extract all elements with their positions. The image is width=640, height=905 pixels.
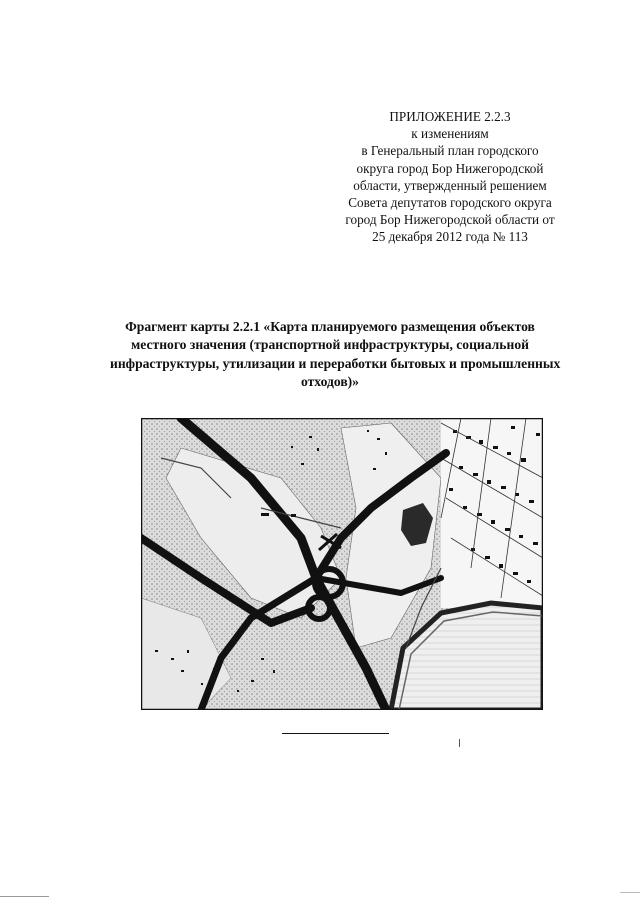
appendix-line: 25 декабря 2012 года № 113 xyxy=(372,229,528,245)
appendix-line: области, утвержденный решением xyxy=(353,177,547,193)
appendix-line: город Бор Нижегородской области от xyxy=(345,212,555,228)
map-fragment xyxy=(141,418,543,710)
appendix-line: Совета депутатов городского округа xyxy=(348,195,552,211)
appendix-header xyxy=(330,108,570,246)
residential-area xyxy=(441,418,543,608)
caption-line: отходов)» xyxy=(301,373,359,389)
caption-line: Фрагмент карты 2.2.1 «Карта планируемого размещения объектов xyxy=(125,319,535,334)
caption-line: местного значения (транспортной инфраструктуры, социальной xyxy=(131,337,529,353)
scan-edge xyxy=(620,892,640,893)
appendix-line: к изменениям xyxy=(411,126,489,142)
appendix-title: ПРИЛОЖЕНИЕ 2.2.3 xyxy=(389,109,511,124)
signature-rule xyxy=(282,733,389,734)
appendix-line: в Генеральный план городского xyxy=(361,143,539,159)
scan-edge xyxy=(0,896,49,897)
appendix-line: округа город Бор Нижегородской xyxy=(356,160,544,176)
scan-mark xyxy=(459,739,460,747)
caption-line: инфраструктуры, утилизации и переработки бытовых и промышленных xyxy=(110,355,561,371)
map-caption xyxy=(110,318,561,391)
